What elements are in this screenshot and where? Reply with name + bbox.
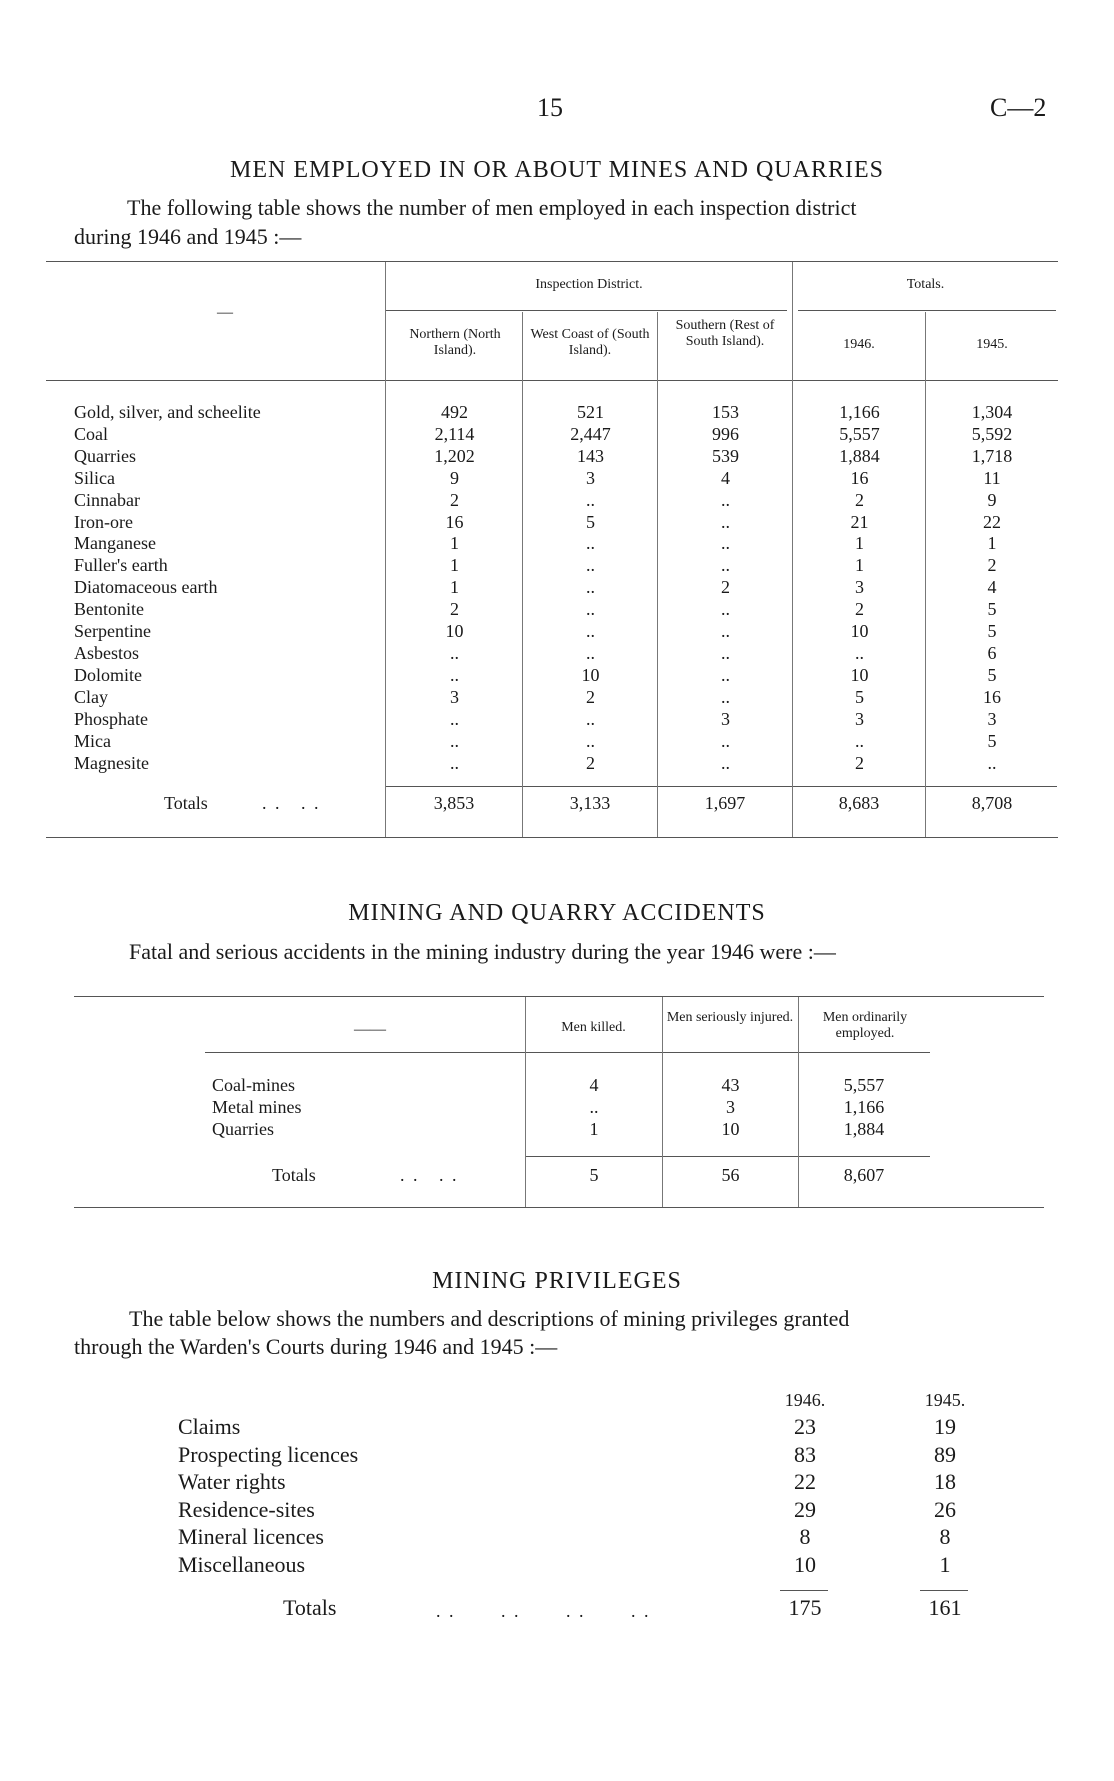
col-header-killed: Men killed.	[561, 1020, 626, 1035]
cell-west: 143	[577, 445, 604, 466]
cell-west: 3	[586, 467, 595, 488]
cell-northern: 492	[441, 402, 468, 422]
totals-rule	[385, 786, 1057, 787]
totals-west-coast: 3,133	[569, 793, 611, 813]
totals-rule	[525, 1156, 930, 1157]
cell-west: 2	[586, 686, 595, 707]
cell-t1946: 1,884	[839, 445, 880, 466]
totals-label: Totals	[164, 793, 208, 813]
table-row	[74, 490, 1058, 512]
cell-t1946: 1,166	[839, 402, 880, 422]
cell-injured: 3	[726, 1097, 735, 1117]
cell-west: ..	[586, 533, 595, 554]
header-bottom-rule	[46, 380, 1058, 381]
cell-southern: ..	[721, 555, 730, 576]
row-label: Water rights	[178, 1469, 286, 1495]
cell-1945: 89	[934, 1441, 956, 1467]
cell-1945: 19	[934, 1414, 956, 1439]
leader-dots: . . . . . . . .	[436, 1601, 651, 1621]
cell-northern: 2,114	[434, 423, 475, 444]
table-row	[74, 621, 1058, 643]
privileges-intro-line1: The table below shows the numbers and descriptions of mining privileges granted	[129, 1306, 850, 1331]
row-label: Quarries	[74, 445, 136, 466]
cell-northern: 9	[450, 467, 459, 488]
row-label: Asbestos	[74, 642, 140, 663]
cell-t1946: 10	[850, 664, 869, 685]
cell-t1945: 5	[987, 664, 997, 685]
table-row	[74, 665, 1058, 687]
cell-southern: ..	[721, 664, 730, 685]
employment-rows	[74, 402, 1058, 774]
group-rule-totals	[798, 310, 1056, 311]
row-label: Serpentine	[74, 621, 151, 642]
row-label: Bentonite	[74, 599, 144, 620]
row-label: Manganese	[74, 533, 156, 554]
row-label: Silica	[74, 467, 115, 488]
cell-northern: 2	[450, 599, 459, 620]
cell-t1946: ..	[855, 642, 864, 663]
cell-t1945: 1,718	[971, 445, 1013, 466]
table-row	[74, 709, 1058, 731]
cell-t1945: 4	[987, 577, 997, 598]
table-row	[74, 577, 1058, 599]
cell-t1945: 16	[983, 686, 1001, 707]
sum-rule	[780, 1590, 828, 1591]
cell-t1945: 5	[987, 730, 997, 751]
cell-northern: 1	[450, 533, 459, 554]
cell-northern: 1,202	[434, 445, 475, 466]
cell-west: ..	[586, 555, 595, 576]
cell-1945: 18	[934, 1469, 956, 1495]
totals-1945: 8,708	[971, 793, 1013, 813]
col-header-northern: Northern (North Island).	[409, 327, 501, 358]
cell-southern: 2	[721, 577, 730, 598]
cell-t1946: ..	[855, 730, 864, 751]
cell-t1946: 21	[850, 511, 869, 532]
table-row	[74, 687, 1058, 709]
accidents-totals-injured: 56	[721, 1165, 740, 1185]
col-header-injured: Men seriously injured.	[666, 1010, 794, 1025]
cell-t1945: 11	[983, 467, 1001, 488]
cell-injured: 43	[721, 1075, 740, 1095]
col-header-1946: 1946.	[784, 1390, 826, 1410]
cell-1945: 26	[934, 1496, 956, 1522]
cell-killed: 4	[589, 1075, 599, 1095]
table-row	[74, 643, 1058, 665]
cell-employed: 1,166	[843, 1097, 885, 1117]
cell-southern: 539	[712, 445, 739, 466]
cell-southern: ..	[721, 511, 730, 532]
col-header-southern: Southern (Rest of South Island).	[675, 318, 775, 349]
cell-t1946: 1	[855, 555, 864, 576]
cell-southern: 153	[712, 402, 739, 422]
row-label: Gold, silver, and scheelite	[74, 402, 261, 422]
col-header-west-coast: West Coast of (South Island).	[530, 327, 650, 358]
cell-t1945: 22	[983, 511, 1001, 532]
row-label: Fuller's earth	[74, 555, 168, 576]
employment-intro-line1: The following table shows the number of men employed in each inspection district	[127, 195, 857, 220]
cell-southern: ..	[721, 642, 730, 663]
cell-southern: ..	[721, 752, 730, 773]
cell-west: ..	[586, 708, 595, 729]
table-bottom-rule	[74, 1207, 1044, 1208]
cell-1946: 22	[794, 1469, 816, 1495]
cell-northern: 1	[450, 577, 459, 598]
cell-west: ..	[586, 577, 595, 598]
cell-northern: 10	[445, 621, 464, 642]
cell-northern: ..	[450, 730, 459, 751]
row-label: Magnesite	[74, 752, 149, 773]
cell-southern: ..	[721, 533, 730, 554]
cell-northern: 1	[450, 555, 459, 576]
cell-west: ..	[586, 621, 595, 642]
cell-t1945: 3	[987, 708, 997, 729]
cell-t1946: 16	[850, 467, 869, 488]
group-rule-inspection	[385, 310, 787, 311]
row-label: Cinnabar	[74, 489, 140, 510]
row-label: Clay	[74, 686, 108, 707]
table-row	[74, 533, 1058, 555]
privileges-totals-label: Totals	[283, 1595, 337, 1620]
row-label: Iron-ore	[74, 511, 133, 532]
table-row	[74, 424, 1058, 446]
cell-injured: 10	[721, 1119, 740, 1139]
cell-t1945: 5,592	[971, 423, 1013, 444]
table-top-rule	[74, 996, 1044, 997]
table-top-rule	[46, 261, 1058, 262]
cell-northern: ..	[450, 752, 459, 773]
cell-west: ..	[586, 642, 595, 663]
leader-dots: . . . .	[262, 793, 321, 813]
cell-1946: 83	[794, 1441, 816, 1467]
cell-t1946: 2	[855, 752, 864, 773]
cell-1945: 1	[939, 1552, 951, 1577]
col-header-1946: 1946.	[843, 337, 875, 352]
cell-employed: 5,557	[843, 1075, 885, 1095]
col-header-employed: Men ordinarily employed.	[822, 1010, 908, 1041]
cell-employed: 1,884	[843, 1119, 885, 1139]
accidents-intro: Fatal and serious accidents in the mining industry during the year 1946 were :—	[129, 939, 836, 964]
sum-rule	[920, 1590, 968, 1591]
cell-west: 5	[586, 511, 595, 532]
table-row	[74, 753, 1058, 775]
cell-t1945: 5	[987, 621, 997, 642]
row-label: Metal mines	[212, 1097, 302, 1117]
row-label: Residence-sites	[178, 1496, 315, 1522]
cell-1946: 29	[794, 1496, 816, 1522]
leader-dots: . . . .	[400, 1165, 459, 1185]
row-label: Mineral licences	[178, 1524, 324, 1550]
cell-killed: 1	[589, 1119, 599, 1139]
cell-t1945: 9	[987, 489, 997, 510]
row-label: Prospecting licences	[178, 1441, 359, 1467]
row-label: Phosphate	[74, 708, 148, 729]
table-row	[74, 555, 1058, 577]
table-row	[74, 468, 1058, 490]
cell-southern: ..	[721, 686, 730, 707]
cell-southern: ..	[721, 730, 730, 751]
cell-west: 2	[586, 752, 595, 773]
cell-southern: ..	[721, 599, 730, 620]
cell-1946: 23	[794, 1414, 816, 1439]
cell-northern: 3	[450, 686, 459, 707]
totals-southern: 1,697	[704, 793, 746, 813]
corner-dash: —	[217, 304, 233, 321]
row-label: Claims	[178, 1414, 241, 1439]
table-bottom-rule	[46, 837, 1058, 838]
cell-west: ..	[586, 730, 595, 751]
privileges-heading: MINING PRIVILEGES	[432, 1268, 682, 1294]
row-label: Coal-mines	[212, 1075, 295, 1095]
cell-west: 2,447	[570, 423, 611, 444]
cell-t1945: 1,304	[971, 402, 1013, 422]
cell-t1946: 10	[850, 621, 869, 642]
table-row	[74, 731, 1058, 753]
table-row	[74, 599, 1058, 621]
cell-northern: ..	[450, 642, 459, 663]
cell-t1945: 6	[987, 642, 997, 663]
accidents-totals-killed: 5	[589, 1165, 599, 1185]
cell-1946: 8	[799, 1524, 811, 1550]
row-label: Dolomite	[74, 664, 142, 685]
employment-intro-line2: during 1946 and 1945 :—	[74, 224, 302, 249]
cell-southern: 996	[712, 423, 739, 444]
cell-west: 10	[581, 664, 600, 685]
cell-1945: 8	[939, 1524, 951, 1550]
totals-1946: 8,683	[838, 793, 880, 813]
cell-t1946: 2	[855, 599, 864, 620]
cell-t1946: 5	[855, 686, 864, 707]
cell-southern: ..	[721, 621, 730, 642]
cell-t1945: 1	[987, 533, 997, 554]
cell-t1946: 3	[855, 577, 864, 598]
row-label: Coal	[74, 423, 108, 444]
cell-t1945: 5	[987, 599, 997, 620]
row-label: Miscellaneous	[178, 1552, 306, 1577]
cell-t1946: 3	[855, 708, 864, 729]
col-header-1945: 1945.	[976, 337, 1008, 352]
privileges-totals-1946: 175	[788, 1595, 822, 1620]
cell-t1946: 5,557	[839, 423, 880, 444]
col-header-1945: 1945.	[924, 1390, 966, 1410]
accidents-heading: MINING AND QUARRY ACCIDENTS	[348, 900, 766, 926]
document-code: C—2	[990, 93, 1047, 122]
table-row	[74, 402, 1058, 424]
cell-northern: 2	[450, 489, 459, 510]
cell-t1946: 2	[855, 489, 864, 510]
cell-west: ..	[586, 489, 595, 510]
cell-t1946: 1	[855, 533, 864, 554]
page-number: 15	[537, 93, 563, 122]
cell-northern: ..	[450, 708, 459, 729]
cell-southern: 3	[721, 708, 730, 729]
cell-1946: 10	[794, 1552, 816, 1577]
table-row	[74, 446, 1058, 468]
group-header-totals: Totals.	[906, 277, 945, 292]
accidents-totals-label: Totals	[272, 1165, 316, 1185]
cell-killed: ..	[589, 1097, 599, 1117]
cell-southern: 4	[721, 467, 730, 488]
corner-dash: ——	[354, 1021, 386, 1038]
header-bottom-rule	[205, 1052, 930, 1053]
row-label: Mica	[74, 730, 111, 751]
row-label: Diatomaceous earth	[74, 577, 218, 598]
privileges-intro-line2: through the Warden's Courts during 1946 and 1945 :—	[74, 1334, 558, 1359]
totals-northern: 3,853	[433, 793, 475, 813]
privileges-totals-1945: 161	[928, 1595, 962, 1620]
accidents-totals-employed: 8,607	[843, 1165, 885, 1185]
cell-west: ..	[586, 599, 595, 620]
cell-west: 521	[577, 402, 604, 422]
table-row	[74, 512, 1058, 534]
row-label: Quarries	[212, 1119, 274, 1139]
employment-heading: MEN EMPLOYED IN OR ABOUT MINES AND QUARRIES	[230, 157, 884, 183]
cell-southern: ..	[721, 489, 730, 510]
group-header-inspection: Inspection District.	[535, 277, 643, 292]
cell-t1945: 2	[987, 555, 997, 576]
cell-t1945: ..	[987, 752, 997, 773]
cell-northern: 16	[445, 511, 464, 532]
cell-northern: ..	[450, 664, 459, 685]
